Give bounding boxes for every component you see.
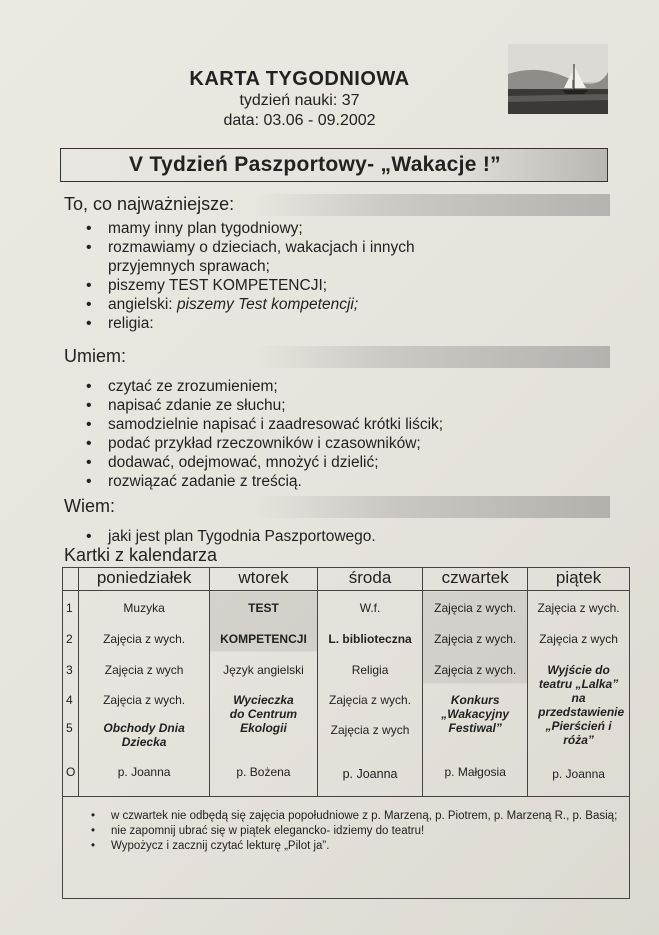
table-body-row [63, 591, 630, 797]
monday-lesson: Muzyka [123, 601, 165, 615]
section-can-header [62, 346, 610, 368]
monday-column [79, 591, 210, 797]
thursday-lesson: Zajęcia z wych. [434, 601, 517, 615]
monday-lesson: Zajęcia z wych. [103, 632, 186, 646]
note-item: • nie zapomnij ubrać się w piątek elegancko- idziemy do teatru! [91, 824, 629, 838]
list-item: • dodawać, odejmować, mnożyć i dzielić; [86, 453, 443, 472]
thursday-column [423, 591, 528, 797]
list-item: • piszemy TEST KOMPETENCJI; [86, 276, 448, 295]
list-item: • mamy inny plan tygodniowy; [86, 219, 448, 238]
wednesday-lesson: W.f. [359, 601, 381, 615]
day-monday: poniedziałek [79, 568, 210, 591]
tuesday-column [210, 591, 318, 797]
english-italic: piszemy Test kompetencji; [176, 296, 359, 313]
thursday-lesson: Zajęcia z wych. [434, 632, 517, 646]
wednesday-column [317, 591, 422, 797]
day-thursday: czwartek [423, 568, 528, 591]
wednesday-lesson: Zajęcia z wych [330, 723, 410, 737]
row-number: 4 [66, 693, 73, 707]
tuesday-lesson: TEST [248, 601, 279, 615]
list-item: • samodzielnie napisać i zaadresować krótki liścik; [86, 415, 443, 434]
section-calendar-title: Kartki z kalendarza [64, 545, 218, 565]
list-item [86, 295, 448, 314]
date-range: data: 03.06 - 09.2002 [223, 112, 376, 129]
note-item: • Wypożycz i zacznij czytać lekturę „Pilot ja”. [91, 839, 629, 853]
tuesday-teacher: p. Bożena [236, 765, 291, 779]
row-number: 2 [66, 632, 73, 646]
corner-cell [63, 568, 79, 591]
tuesday-lesson: KOMPETENCJI [220, 632, 307, 646]
tuesday-event: Wycieczka do Centrum Ekologii [229, 693, 298, 735]
section-can-title: Umiem: [64, 346, 126, 366]
know-list [86, 527, 376, 546]
monday-lesson: Zajęcia z wych [104, 663, 184, 677]
notes-box [62, 795, 630, 899]
thursday-teacher: p. Małgosia [444, 765, 506, 779]
list-item: • podać przykład rzeczowników i czasowników; [86, 434, 443, 453]
wednesday-lesson: Zajęcia z wych. [329, 693, 412, 707]
list-item: • rozwiązać zadanie z treścią. [86, 472, 443, 491]
banner-text: V Tydzień Paszportowy- „Wakacje !” [129, 153, 501, 176]
week-number: tydzień nauki: 37 [239, 92, 360, 109]
section-know-title: Wiem: [64, 496, 115, 516]
friday-lesson: Zajęcia z wych [539, 632, 618, 646]
section-calendar-header [62, 545, 610, 567]
calendar-table [62, 567, 630, 797]
list-item: • rozmawiamy o dzieciach, wakacjach i innych przyjemnych sprawach; [86, 238, 448, 276]
wednesday-lesson: Religia [351, 663, 389, 677]
list-item: • religia: [86, 314, 448, 333]
section-important-title: To, co najważniejsze: [64, 194, 235, 214]
tuesday-lesson: Język angielski [223, 663, 304, 677]
monday-lesson: Zajęcia z wych. [103, 693, 186, 707]
friday-event: Wyjście do teatru „Lalka” na przedstawienie „Pierścień i róża” [538, 663, 625, 747]
friday-lesson: Zajęcia z wych. [537, 601, 620, 615]
thursday-lesson: Zajęcia z wych. [434, 663, 517, 677]
row-number: O [66, 765, 76, 779]
english-label: angielski: [108, 296, 173, 313]
important-list [86, 219, 448, 333]
section-important-header [62, 194, 610, 216]
day-friday: piątek [528, 568, 630, 591]
row-number: 3 [66, 663, 73, 677]
list-item: • czytać ze zrozumieniem; [86, 377, 443, 396]
section-know-header [62, 496, 610, 518]
sailboat-picture [508, 44, 608, 114]
thursday-event: Konkurs „Wakacyjny Festiwal” [441, 693, 510, 735]
page-title: KARTA TYGODNIOWA [189, 68, 410, 90]
friday-column [528, 591, 630, 797]
notes-list [63, 809, 629, 853]
week-banner [60, 148, 608, 182]
monday-event: Obchody Dnia Dziecka [103, 721, 185, 749]
can-list [86, 377, 443, 491]
friday-teacher: p. Joanna [552, 767, 605, 781]
monday-teacher: p. Joanna [117, 765, 171, 779]
list-item: • jaki jest plan Tygodnia Paszportowego. [86, 527, 376, 546]
row-number: 1 [66, 601, 73, 615]
note-item: • w czwartek nie odbędą się zajęcia popołudniowe z p. Marzeną, p. Piotrem, p. Marzeną R., p. Basią; [91, 809, 629, 823]
wednesday-lesson: L. biblioteczna [328, 632, 412, 646]
day-tuesday: wtorek [210, 568, 318, 591]
row-numbers-cell [63, 591, 79, 797]
row-number: 5 [66, 721, 73, 735]
table-header-row [63, 568, 630, 591]
list-item: • napisać zdanie ze słuchu; [86, 396, 443, 415]
wednesday-teacher: p. Joanna [342, 767, 398, 781]
day-wednesday: środa [317, 568, 422, 591]
